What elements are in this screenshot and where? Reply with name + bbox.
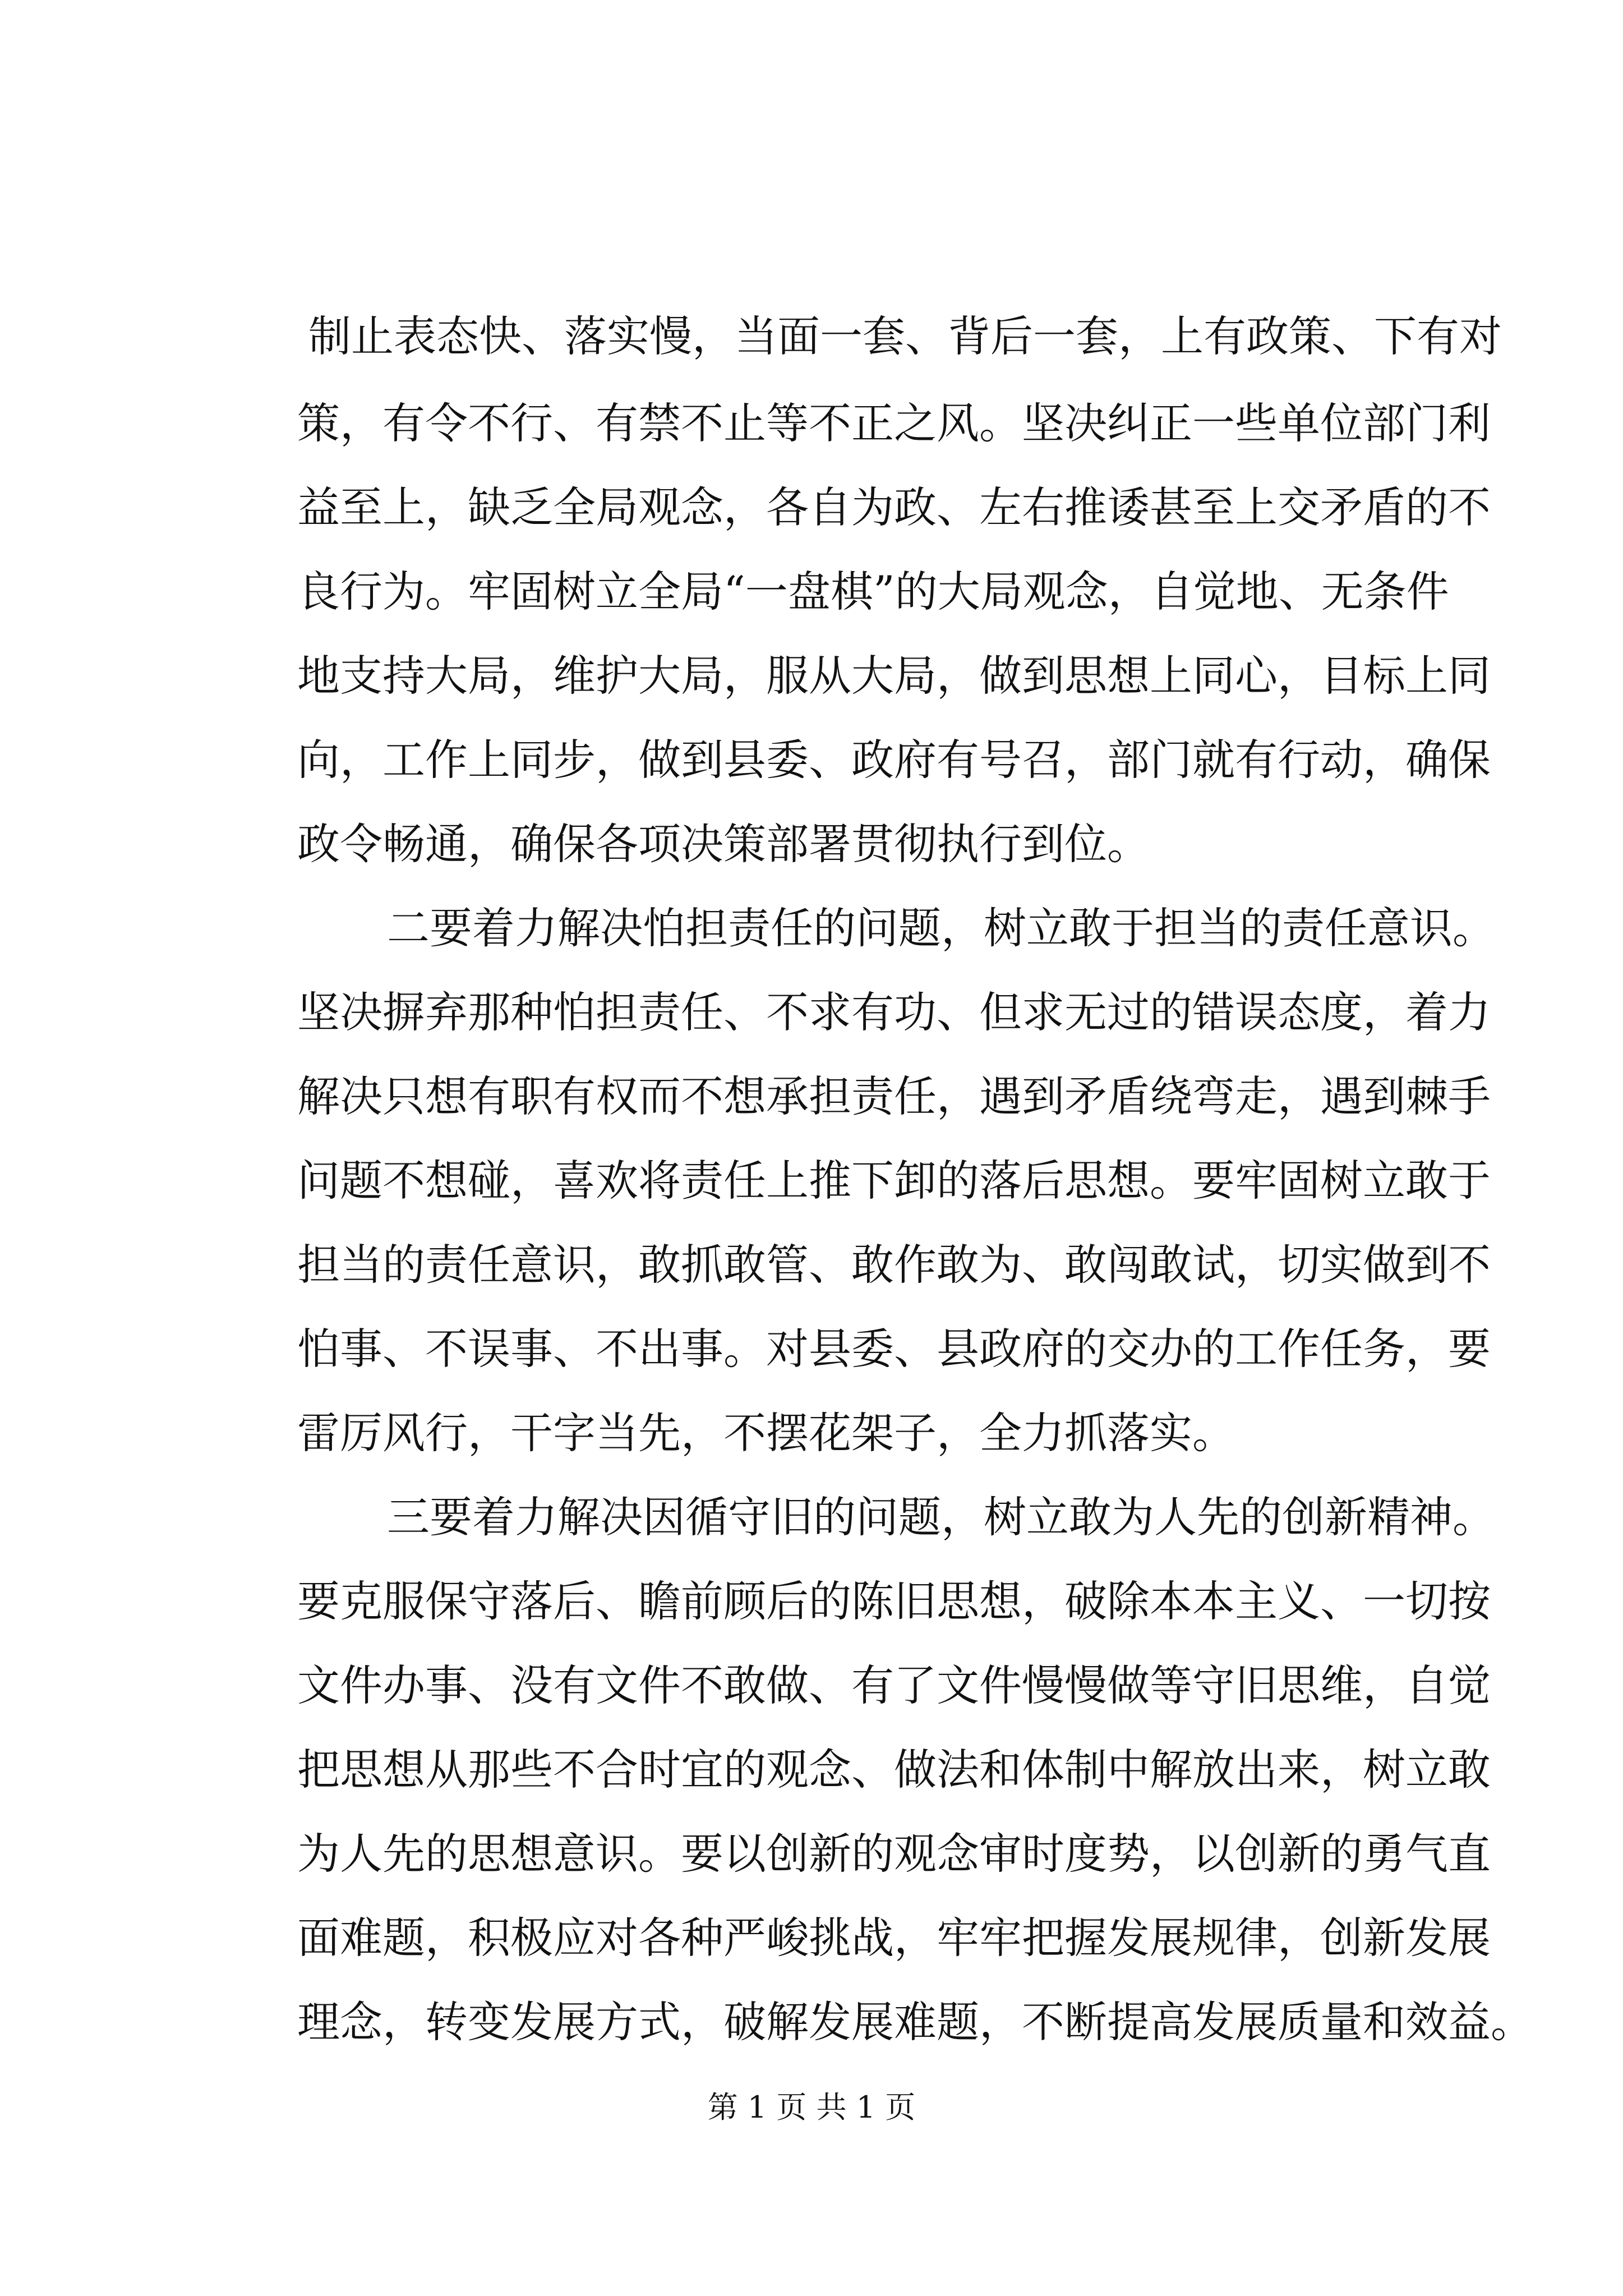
text-line: 解决只想有职有权而不想承担责任，遇到矛盾绕弯走，遇到棘手 bbox=[297, 1071, 1491, 1121]
paragraph-first-line: 三要着力解决因循守旧的问题，树立敢为人先的创新精神。 bbox=[387, 1492, 1495, 1542]
text-line: 理念，转变发展方式，破解发展难题，不断提高发展质量和效益。 bbox=[297, 1997, 1533, 2047]
text-line: 良行为。牢固树立全局“一盘棋”的大局观念，自觉地、无条件 bbox=[297, 567, 1449, 616]
text-line: 把思想从那些不合时宜的观念、做法和体制中解放出来，树立敢 bbox=[297, 1745, 1491, 1795]
text-line: 向，工作上同步，做到县委、政府有号召，部门就有行动，确保 bbox=[297, 735, 1491, 785]
text-line: 地支持大局，维护大局，服从大局，做到思想上同心，目标上同 bbox=[297, 651, 1491, 701]
paragraph-first-line: 二要着力解决怕担责任的问题，树立敢于担当的责任意识。 bbox=[387, 903, 1495, 953]
text-line: 政令畅通，确保各项决策部署贯彻执行到位。 bbox=[297, 819, 1150, 869]
text-line: 制止表态快、落实慢，当面一套、背后一套，上有政策、下有对 bbox=[308, 311, 1502, 361]
text-line: 雷厉风行，干字当先，不摆花架子，全力抓落实。 bbox=[297, 1408, 1235, 1458]
text-line: 为人先的思想意识。要以创新的观念审时度势，以创新的勇气直 bbox=[297, 1829, 1491, 1879]
text-line: 策，有令不行、有禁不止等不正之风。坚决纠正一些单位部门利 bbox=[297, 398, 1491, 448]
text-line: 文件办事、没有文件不敢做、有了文件慢慢做等守旧思维，自觉 bbox=[297, 1660, 1491, 1710]
text-line: 面难题，积极应对各种严峻挑战，牢牢把握发展规律，创新发展 bbox=[297, 1913, 1491, 1963]
text-line: 要克服保守落后、瞻前顾后的陈旧思想，破除本本主义、一切按 bbox=[297, 1576, 1491, 1626]
text-line: 怕事、不误事、不出事。对县委、县政府的交办的工作任务，要 bbox=[297, 1324, 1491, 1374]
text-line: 担当的责任意识，敢抓敢管、敢作敢为、敢闯敢试，切实做到不 bbox=[297, 1240, 1491, 1290]
page-footer: 第 1 页 共 1 页 bbox=[707, 2090, 916, 2125]
text-line: 坚决摒弃那种怕担责任、不求有功、但求无过的错误态度，着力 bbox=[297, 987, 1491, 1037]
text-line: 益至上，缺乏全局观念，各自为政、左右推诿甚至上交矛盾的不 bbox=[297, 482, 1491, 532]
text-line: 问题不想碰，喜欢将责任上推下卸的落后思想。要牢固树立敢于 bbox=[297, 1156, 1491, 1205]
